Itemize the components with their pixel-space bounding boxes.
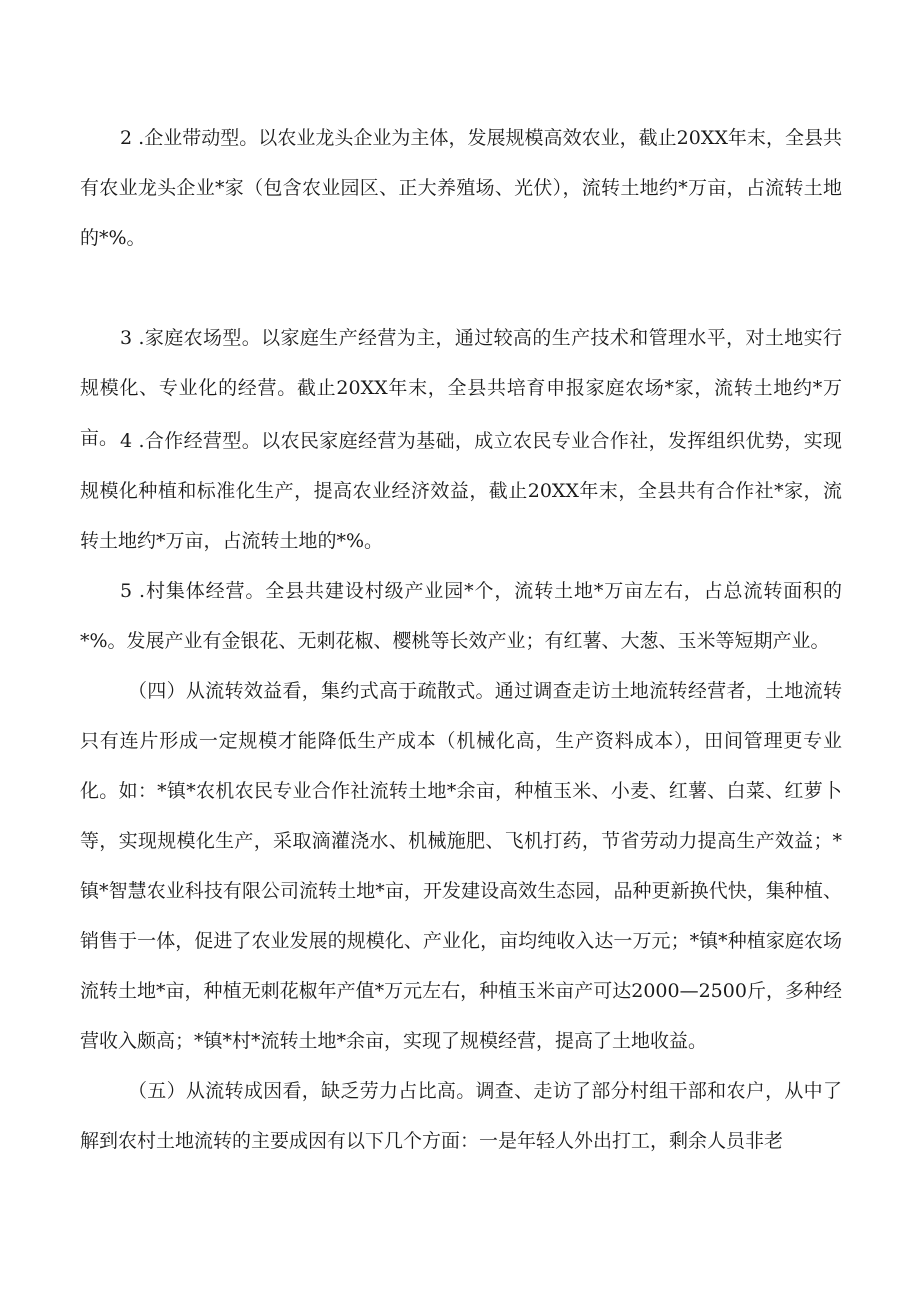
paragraph-transfer-benefits: （四）从流转效益看，集约式高于疏散式。通过调查走访土地流转经营者，土地流转只有连片形成一定规模才能降低生产成本（机械化高，生产资料成本），田间管理更专业化。如：*镇*农机农民专业合作社流转土地*余亩，种植玉米、小麦、红薯、白菜、红萝卜等，实现规模化生产，采取滴灌浇水、机械施肥、飞机打药，节省劳动力提高生产效益；*镇*智慧农业科技有限公司流转土地*亩，开发建设高效生态园，品种更新换代快，集种植、销售于一体，促进了农业发展的规模化、产业化，亩均纯收入达一万元；*镇*种植家庭农场流转土地*亩，种植无刺花椒年产值*万元左右，种植玉米亩产可达2000—2500斤，多种经营收入颇高；*镇*村*流转土地*余亩，实现了规模经营，提高了土地收益。 bbox=[80, 680, 842, 1052]
paragraph-family-farm: 3 .家庭农场型。以家庭生产经营为主，通过较高的生产技术和管理水平，对土地实行规模化、专业化的经营。截止20XX年末，全县共培育申报家庭农场*家，流转土地约*万亩。 bbox=[80, 327, 842, 449]
paragraph-village-collective: 5 .村集体经营。全县共建设村级产业园*个，流转土地*万亩左右，占总流转面积的*%。发展产业有金银花、无刺花椒、樱桃等长效产业；有红薯、大葱、玉米等短期产业。 bbox=[80, 580, 842, 652]
paragraph-transfer-causes: （五）从流转成因看，缺乏劳力占比高。调查、走访了部分村组干部和农户，从中了解到农村土地流转的主要成因有以下几个方面：一是年轻人外出打工，剩余人员非老 bbox=[80, 1080, 842, 1152]
paragraph-cooperative: 4 .合作经营型。以农民家庭经营为基础，成立农民专业合作社，发挥组织优势，实现规模化种植和标准化生产，提高农业经济效益，截止20XX年末，全县共有合作社*家，流转土地约*万亩，占流转土地的*%。 bbox=[80, 430, 842, 552]
paragraph-enterprise-driven: 2 .企业带动型。以农业龙头企业为主体，发展规模高效农业，截止20XX年末，全县共有农业龙头企业*家（包含农业园区、正大养殖场、光伏），流转土地约*万亩，占流转土地的*%。 bbox=[80, 127, 842, 249]
